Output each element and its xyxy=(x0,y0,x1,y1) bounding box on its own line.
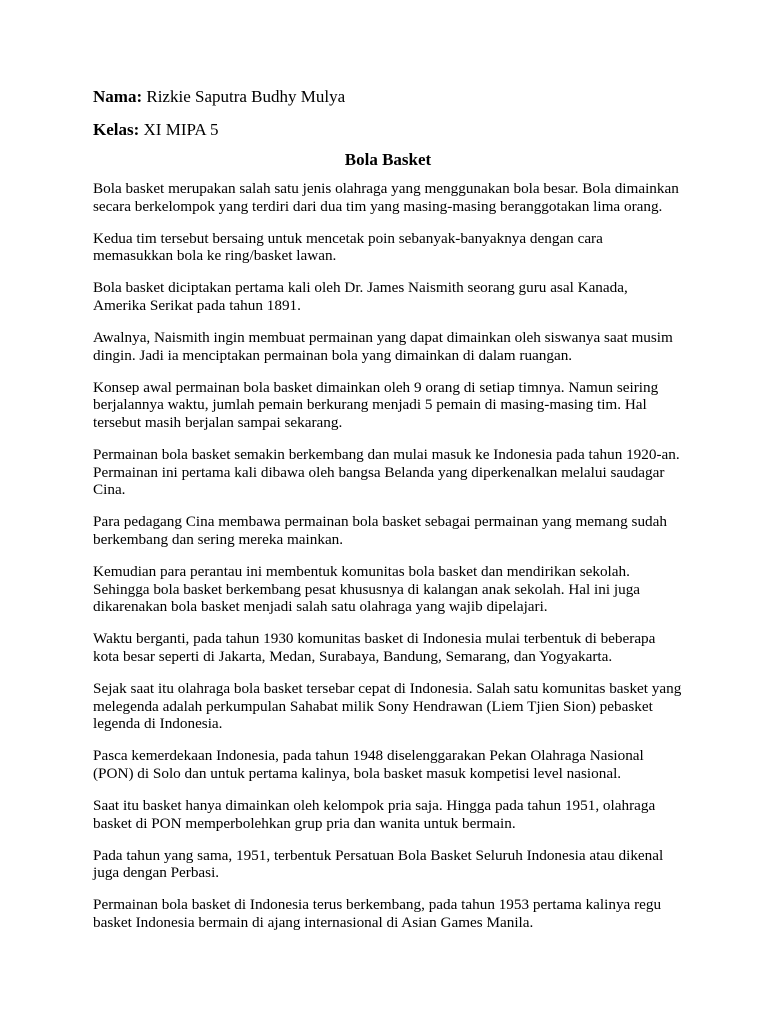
name-label: Nama: xyxy=(93,87,143,106)
paragraph: Saat itu basket hanya dimainkan oleh kelompok pria saja. Hingga pada tahun 1951, olahraga basket di PON memperbolehkan grup pria dan wanita untuk bermain. xyxy=(93,796,656,832)
paragraph: Para pedagang Cina membawa permainan bola basket sebagai permainan yang memang sudah berkembang dan sering mereka mainkan. xyxy=(93,513,667,548)
paragraph: Bola basket merupakan salah satu jenis olahraga yang menggunakan bola besar. Bola dimainkan secara berkelompok yang terdiri dari dua tim yang masing-masing beranggotakan lima orang. xyxy=(93,180,679,215)
document-title: Bola Basket xyxy=(344,150,432,169)
paragraph: Awalnya, Naismith ingin membuat permainan yang dapat dimainkan oleh siswanya saat musim dingin. Jadi ia menciptakan permainan bola yang dimainkan di dalam ruangan. xyxy=(93,329,673,364)
paragraph: Kemudian para perantau ini membentuk komunitas bola basket dan mendirikan sekolah. Sehingga bola basket berkembang pesat khususnya di kalangan anak sekolah. Hal ini juga dikarenakan bola basket menjadi salah satu olahraga yang wajib dipelajari. xyxy=(93,563,641,616)
paragraph: Pasca kemerdekaan Indonesia, pada tahun 1948 diselenggarakan Pekan Olahraga Nasional (PON) di Solo dan untuk pertama kalinya, bola basket masuk kompetisi level nasional. xyxy=(93,747,644,782)
document-body xyxy=(93,86,683,946)
class-value: XI MIPA 5 xyxy=(143,120,219,139)
student-name-line xyxy=(93,86,683,108)
class-label: Kelas: xyxy=(93,120,140,139)
paragraph: Sejak saat itu olahraga bola basket tersebar cepat di Indonesia. Salah satu komunitas basket yang melegenda adalah perkumpulan Sahabat milik Sony Hendrawan (Liem Tjien Sion) pebasket legenda di Indonesia. xyxy=(93,679,682,733)
student-class-line xyxy=(93,119,683,141)
paragraph: Kedua tim tersebut bersaing untuk mencetak poin sebanyak-banyaknya dengan cara memasukkan bola ke ring/basket lawan. xyxy=(93,229,603,265)
name-value: Rizkie Saputra Budhy Mulya xyxy=(146,87,346,106)
paragraph: Pada tahun yang sama, 1951, terbentuk Persatuan Bola Basket Seluruh Indonesia atau dikenal juga dengan Perbasi. xyxy=(93,846,664,882)
paragraph: Waktu berganti, pada tahun 1930 komunitas basket di Indonesia mulai terbentuk di beberapa kota besar seperti di Jakarta, Medan, Surabaya, Bandung, Semarang, dan Yogyakarta. xyxy=(93,630,656,665)
paragraph: Permainan bola basket semakin berkembang dan mulai masuk ke Indonesia pada tahun 1920-an. Permainan ini pertama kali dibawa oleh bangsa Belanda yang diperkenalkan melalui saudagar Cina. xyxy=(93,446,680,499)
paragraph: Permainan bola basket di Indonesia terus berkembang, pada tahun 1953 pertama kalinya regu basket Indonesia bermain di ajang internasional di Asian Games Manila. xyxy=(93,896,662,931)
paragraph: Konsep awal permainan bola basket dimainkan oleh 9 orang di setiap timnya. Namun seiring berjalannya waktu, jumlah pemain berkurang menjadi 5 pemain di masing-masing tim. Hal tersebut masih berjalan sampai sekarang. xyxy=(93,378,659,431)
paragraph: Bola basket diciptakan pertama kali oleh Dr. James Naismith seorang guru asal Kanada, Amerika Serikat pada tahun 1891. xyxy=(93,279,628,314)
